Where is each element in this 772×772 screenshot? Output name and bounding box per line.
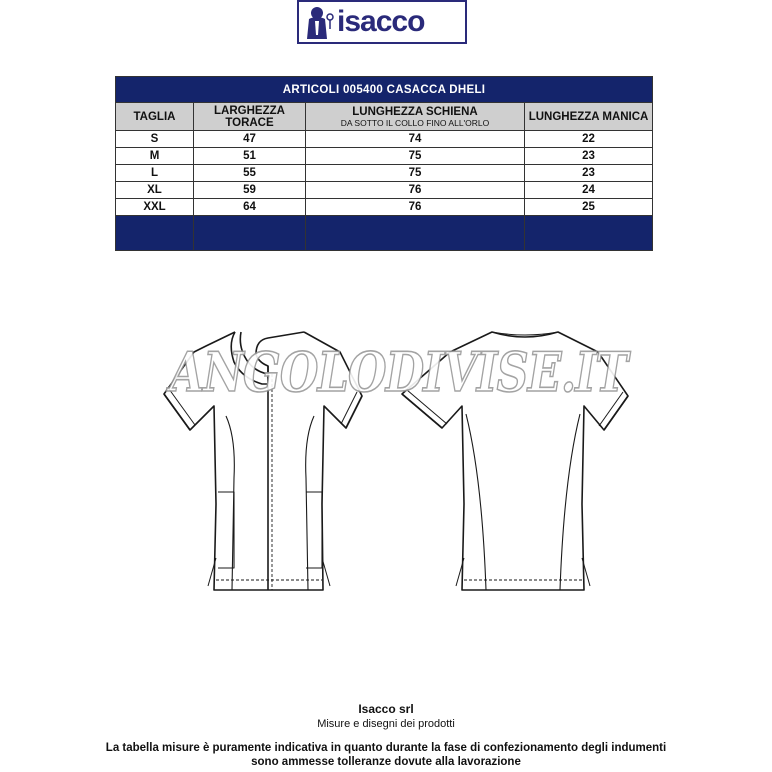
table-cell: 22 bbox=[525, 131, 653, 148]
table-cell: L bbox=[116, 165, 194, 182]
table-cell: 47 bbox=[194, 131, 306, 148]
brand-name: isacco bbox=[337, 5, 425, 38]
products-caption: Misure e disegni dei prodotti bbox=[317, 718, 455, 730]
brand-mascot-icon bbox=[303, 5, 337, 41]
column-header: LUNGHEZZA MANICA bbox=[525, 103, 653, 131]
table-cell: 59 bbox=[194, 182, 306, 199]
brand-logo bbox=[297, 0, 467, 44]
table-cell: 76 bbox=[306, 182, 525, 199]
table-cell: 25 bbox=[525, 199, 653, 216]
table-cell: 64 bbox=[194, 199, 306, 216]
table-cell: 23 bbox=[525, 165, 653, 182]
size-table bbox=[115, 76, 653, 251]
table-row bbox=[116, 199, 653, 216]
column-header: LUNGHEZZA SCHIENA DA SOTTO IL COLLO FINO ALL'ORLO bbox=[306, 103, 525, 131]
table-cell: 76 bbox=[306, 199, 525, 216]
table-cell: 74 bbox=[306, 131, 525, 148]
table-row bbox=[116, 131, 653, 148]
table-footer-band bbox=[116, 216, 653, 251]
table-cell: 51 bbox=[194, 148, 306, 165]
table-header-row bbox=[116, 103, 653, 131]
table-title: ARTICOLI 005400 CASACCA DHELI bbox=[116, 77, 653, 103]
table-cell: S bbox=[116, 131, 194, 148]
table-row bbox=[116, 148, 653, 165]
table-row bbox=[116, 165, 653, 182]
table-cell: 24 bbox=[525, 182, 653, 199]
column-header: TAGLIA bbox=[116, 103, 194, 131]
disclaimer bbox=[0, 741, 772, 769]
disclaimer-line: La tabella misure è puramente indicativa in quanto durante la fase di confezionamento degli indumenti bbox=[105, 742, 667, 754]
table-cell: XL bbox=[116, 182, 194, 199]
table-cell: 75 bbox=[306, 148, 525, 165]
table-cell: 23 bbox=[525, 148, 653, 165]
table-cell: 75 bbox=[306, 165, 525, 182]
disclaimer-line: sono ammesse tolleranze dovute alla lavorazione bbox=[251, 756, 521, 768]
table-cell: M bbox=[116, 148, 194, 165]
company-name: Isacco srl bbox=[358, 702, 414, 716]
table-cell: 55 bbox=[194, 165, 306, 182]
table-row bbox=[116, 182, 653, 199]
table-cell: XXL bbox=[116, 199, 194, 216]
column-header: LARGHEZZA TORACE bbox=[194, 103, 306, 131]
watermark: ANGOLODIVISE.IT bbox=[169, 340, 628, 404]
